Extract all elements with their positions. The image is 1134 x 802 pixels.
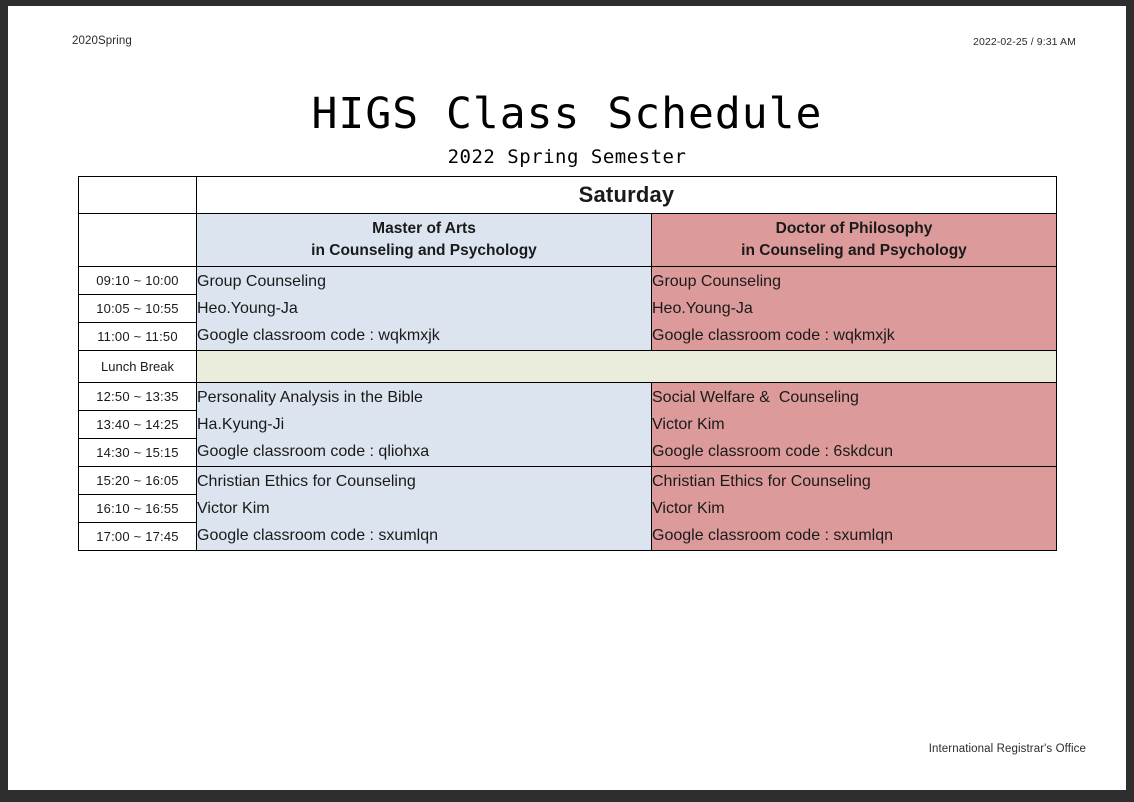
schedule-table — [78, 176, 1057, 551]
time-slot-cell: 14:30 ~ 15:15 — [79, 439, 197, 467]
course-classroom-code: Google classroom code : wqkmxjk — [197, 327, 440, 344]
course-title: Christian Ethics for Counseling — [652, 473, 871, 490]
table-row-lunch-break — [79, 351, 1057, 383]
course-classroom-code: Google classroom code : qliohxa — [197, 443, 430, 460]
table-row-program-header — [79, 214, 1057, 267]
program-header-ma-line1: Master of Arts — [372, 219, 476, 237]
program-header-ma — [197, 214, 652, 267]
program-header-phd — [652, 214, 1057, 267]
time-slot-cell: 10:05 ~ 10:55 — [79, 295, 197, 323]
course-title: Group Counseling — [197, 273, 326, 290]
course-instructor: Heo.Young-Ja — [197, 300, 298, 317]
schedule-table-wrapper — [78, 176, 1058, 551]
page-subtitle: 2022 Spring Semester — [447, 146, 687, 168]
time-slot-cell: 09:10 ~ 10:00 — [79, 267, 197, 295]
course-cell-ma-block3 — [197, 467, 652, 551]
course-title: Social Welfare & Counseling — [652, 389, 859, 406]
program-header-phd-line1: Doctor of Philosophy — [775, 219, 933, 237]
course-classroom-code: Google classroom code : 6skdcun — [652, 443, 894, 460]
document-term-label: 2020Spring — [72, 35, 132, 47]
course-title: Group Counseling — [652, 273, 781, 290]
program-header-phd-line2: in Counseling and Psychology — [741, 242, 967, 259]
time-slot-cell: 16:10 ~ 16:55 — [79, 495, 197, 523]
table-row — [79, 383, 1057, 411]
day-header-saturday: Saturday — [197, 177, 1057, 214]
time-slot-cell: 15:20 ~ 16:05 — [79, 467, 197, 495]
course-classroom-code: Google classroom code : sxumlqn — [197, 527, 438, 544]
lunch-break-label: Lunch Break — [79, 351, 197, 383]
course-instructor: Heo.Young-Ja — [652, 300, 753, 317]
course-title: Christian Ethics for Counseling — [197, 473, 416, 490]
document-print-timestamp: 2022-02-25 / 9:31 AM — [973, 36, 1076, 48]
page-title: HIGS Class Schedule — [311, 89, 823, 139]
course-title: Personality Analysis in the Bible — [197, 389, 423, 406]
course-cell-phd-block1 — [652, 267, 1057, 351]
course-cell-phd-block2 — [652, 383, 1057, 467]
course-instructor: Victor Kim — [197, 500, 270, 517]
program-header-ma-line2: in Counseling and Psychology — [311, 242, 537, 259]
course-instructor: Victor Kim — [652, 500, 725, 517]
corner-blank-cell-2 — [79, 214, 197, 267]
time-slot-cell: 13:40 ~ 14:25 — [79, 411, 197, 439]
corner-blank-cell — [79, 177, 197, 214]
course-instructor: Ha.Kyung-Ji — [197, 416, 285, 433]
course-classroom-code: Google classroom code : wqkmxjk — [652, 327, 895, 344]
course-cell-phd-block3 — [652, 467, 1057, 551]
table-row — [79, 467, 1057, 495]
time-slot-cell: 12:50 ~ 13:35 — [79, 383, 197, 411]
time-slot-cell: 17:00 ~ 17:45 — [79, 523, 197, 551]
lunch-break-span-cell — [197, 351, 1057, 383]
footer-office-label: International Registrar's Office — [928, 743, 1086, 755]
table-row — [79, 267, 1057, 295]
course-cell-ma-block1 — [197, 267, 652, 351]
course-classroom-code: Google classroom code : sxumlqn — [652, 527, 893, 544]
document-page — [8, 6, 1126, 790]
table-row-day-header — [79, 177, 1057, 214]
time-slot-cell: 11:00 ~ 11:50 — [79, 323, 197, 351]
course-cell-ma-block2 — [197, 383, 652, 467]
course-instructor: Victor Kim — [652, 416, 725, 433]
